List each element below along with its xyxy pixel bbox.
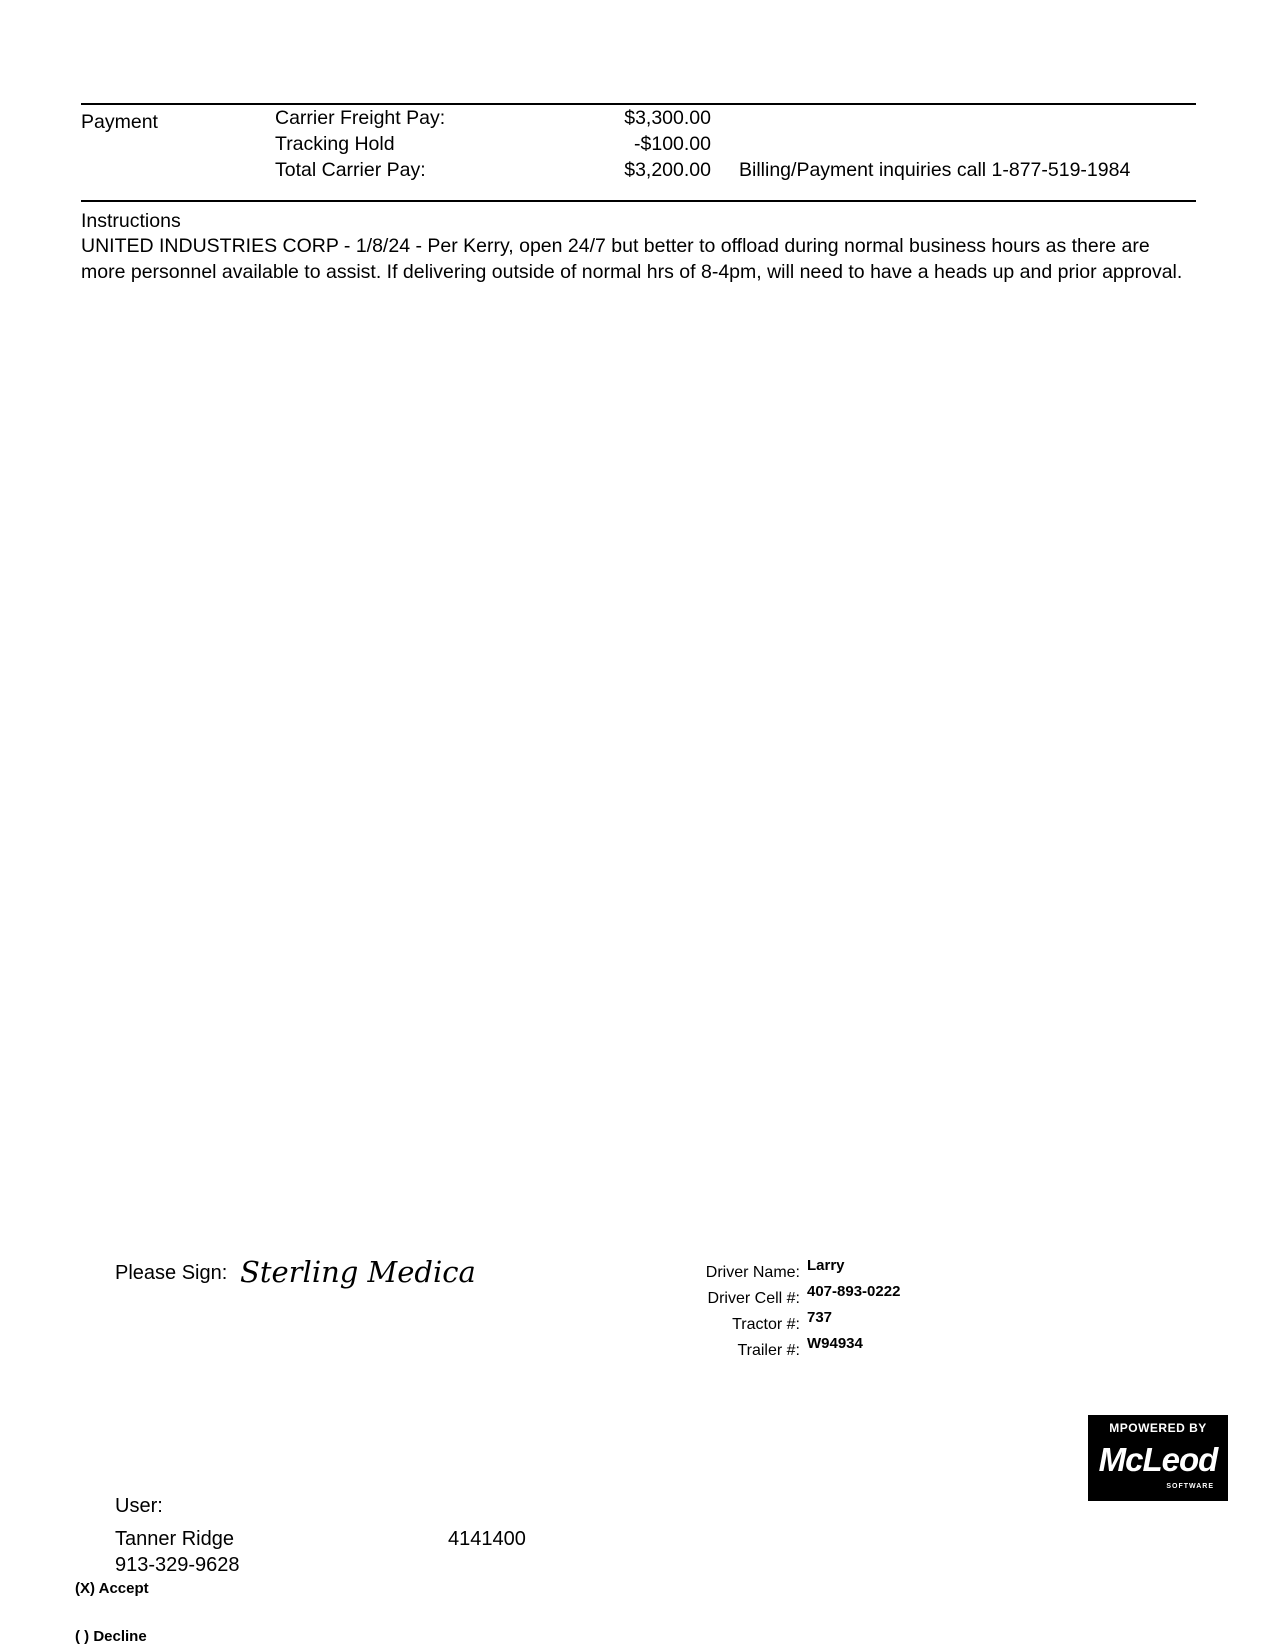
total-carrier-pay-amount: $3,200.00	[624, 159, 711, 181]
driver-name-value: Larry	[807, 1257, 845, 1274]
user-label: User:	[115, 1495, 163, 1517]
billing-inquiry-note: Billing/Payment inquiries call 1-877-519-1984	[739, 159, 1131, 181]
carrier-freight-pay-amount: $3,300.00	[624, 107, 711, 129]
mcleod-software-logo	[1088, 1415, 1228, 1501]
tractor-label: Tractor #:	[732, 1316, 800, 1333]
user-id: 4141400	[448, 1528, 526, 1550]
instructions-text: UNITED INDUSTRIES CORP - 1/8/24 - Per Kerry, open 24/7 but better to offload during normal business hours as there are more personnel available to assist. If delivering outside of normal hrs of 8-4pm, will need to have a heads up and prior approval.	[81, 235, 1183, 283]
tracking-hold-amount: -$100.00	[634, 133, 711, 155]
tracking-hold-label: Tracking Hold	[275, 133, 395, 155]
user-phone: 913-329-9628	[115, 1554, 240, 1576]
top-divider	[81, 103, 1196, 105]
driver-cell-label: Driver Cell #:	[707, 1290, 800, 1307]
trailer-value: W94934	[807, 1335, 863, 1352]
user-name: Tanner Ridge	[115, 1528, 234, 1550]
trailer-label: Trailer #:	[737, 1342, 800, 1359]
driver-name-label: Driver Name:	[705, 1264, 800, 1281]
logo-sub-text: SOFTWARE	[1166, 1483, 1214, 1490]
payment-divider	[81, 200, 1196, 202]
tractor-value: 737	[807, 1309, 833, 1326]
logo-top-text: MPOWERED BY	[1109, 1421, 1207, 1435]
signature-label: Please Sign:	[115, 1262, 228, 1284]
signature-value[interactable]: Sterling Medica	[240, 1255, 476, 1289]
decline-option[interactable]: ( ) Decline	[75, 1628, 147, 1645]
logo-brand-text: McLeod	[1098, 1441, 1218, 1478]
total-carrier-pay-label: Total Carrier Pay:	[275, 159, 426, 181]
payment-section-label: Payment	[81, 111, 158, 133]
accept-option[interactable]: (X) Accept	[75, 1580, 149, 1597]
carrier-freight-pay-label: Carrier Freight Pay:	[275, 107, 446, 129]
instructions-title: Instructions	[81, 210, 181, 232]
driver-cell-value: 407-893-0222	[807, 1283, 901, 1300]
